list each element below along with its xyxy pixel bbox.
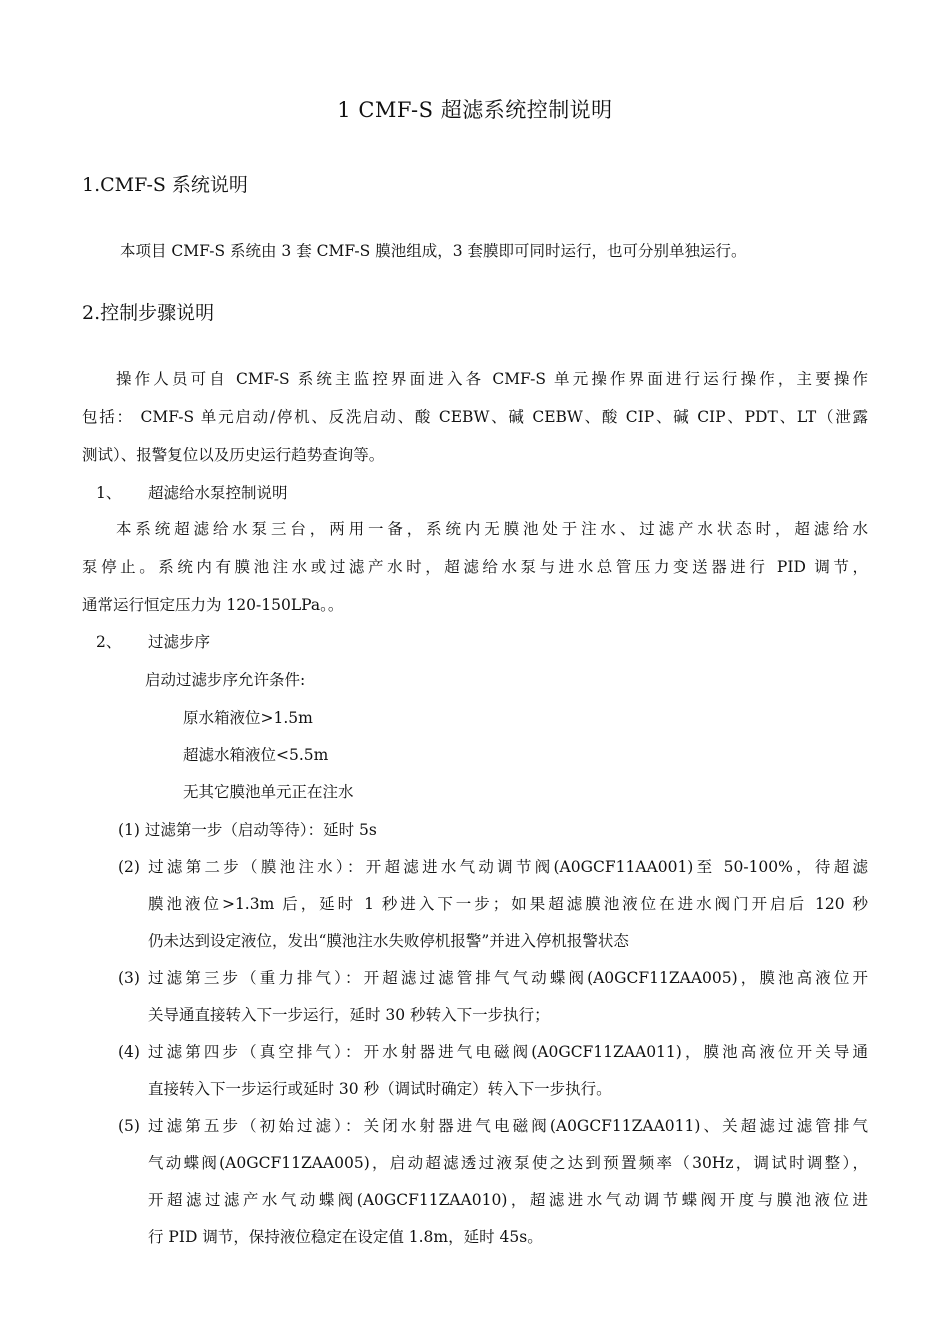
control-steps-paragraph-line: 包括： CMF-S 单元启动/停机、反洗启动、酸 CEBW、碱 CEBW、酸 CIP、碱 CIP、PDT、LT（泄露 xyxy=(82,408,868,426)
step-5-line: (5) 过滤第五步（初始过滤）：关闭水射器进气电磁阀(A0GCF11ZAA011)、关超滤过滤管排气 xyxy=(118,1117,868,1135)
section-heading-system: 1.CMF-S 系统说明 xyxy=(82,174,248,196)
step-2-line: 膜池液位>1.3m 后，延时 1 秒进入下一步；如果超滤膜池液位在进水阀门开启后 120 秒 xyxy=(148,895,868,913)
step-2-line: (2) 过滤第二步（膜池注水）：开超滤进水气动调节阀(A0GCF11AA001)至 50-100%，待超滤 xyxy=(118,858,868,876)
step-5-line: 行 PID 调节，保持液位稳定在设定值 1.8m，延时 45s。 xyxy=(148,1228,543,1246)
feed-pump-paragraph-line: 本系统超滤给水泵三台，两用一备，系统内无膜池处于注水、过滤产水状态时，超滤给水 xyxy=(116,520,868,538)
step-5-line: 开超滤过滤产水气动蝶阀(A0GCF11ZAA010)，超滤进水气动调节蝶阀开度与膜池液位进 xyxy=(148,1191,868,1209)
item-title-filtration-sequence: 过滤步序 xyxy=(148,633,211,651)
permit-conditions-title: 启动过滤步序允许条件: xyxy=(145,671,306,689)
step-3-line: 关导通直接转入下一步运行，延时 30 秒转入下一步执行； xyxy=(148,1006,550,1024)
section-paragraph-system: 本项目 CMF-S 系统由 3 套 CMF-S 膜池组成，3 套膜即可同时运行，也可分别单独运行。 xyxy=(120,242,747,260)
document-title: 1 CMF-S 超滤系统控制说明 xyxy=(337,98,613,122)
step-1: (1) 过滤第一步（启动等待）：延时 5s xyxy=(118,821,377,839)
permit-condition: 无其它膜池单元正在注水 xyxy=(183,783,354,801)
permit-condition: 原水箱液位>1.5m xyxy=(183,709,313,727)
step-5-line: 气动蝶阀(A0GCF11ZAA005)，启动超滤透过液泵使之达到预置频率（30Hz，调试时调整）， xyxy=(148,1154,868,1172)
control-steps-paragraph-line: 操作人员可自 CMF-S 系统主监控界面进入各 CMF-S 单元操作界面进行运行操作，主要操作 xyxy=(116,370,868,388)
step-2-line: 仍未达到设定液位，发出“膜池注水失败停机报警”并进入停机报警状态 xyxy=(148,932,629,950)
item-number: 2、 xyxy=(96,633,122,651)
section-heading-control-steps: 2.控制步骤说明 xyxy=(82,302,215,324)
item-number: 1、 xyxy=(96,484,122,502)
step-4-line: 直接转入下一步运行或延时 30 秒（调试时确定）转入下一步执行。 xyxy=(148,1080,612,1098)
feed-pump-paragraph-line: 通常运行恒定压力为 120-150LPa。。 xyxy=(82,596,344,614)
item-title-feed-pump: 超滤给水泵控制说明 xyxy=(148,484,288,502)
step-4-line: (4) 过滤第四步（真空排气）：开水射器进气电磁阀(A0GCF11ZAA011)，膜池高液位开关导通 xyxy=(118,1043,868,1061)
permit-condition: 超滤水箱液位<5.5m xyxy=(183,746,329,764)
control-steps-paragraph-line: 测试）、报警复位以及历史运行趋势查询等。 xyxy=(82,446,385,464)
step-3-line: (3) 过滤第三步（重力排气）：开超滤过滤管排气气动蝶阀(A0GCF11ZAA005)，膜池高液位开 xyxy=(118,969,868,987)
feed-pump-paragraph-line: 泵停止。系统内有膜池注水或过滤产水时，超滤给水泵与进水总管压力变送器进行 PID 调节， xyxy=(82,558,868,576)
